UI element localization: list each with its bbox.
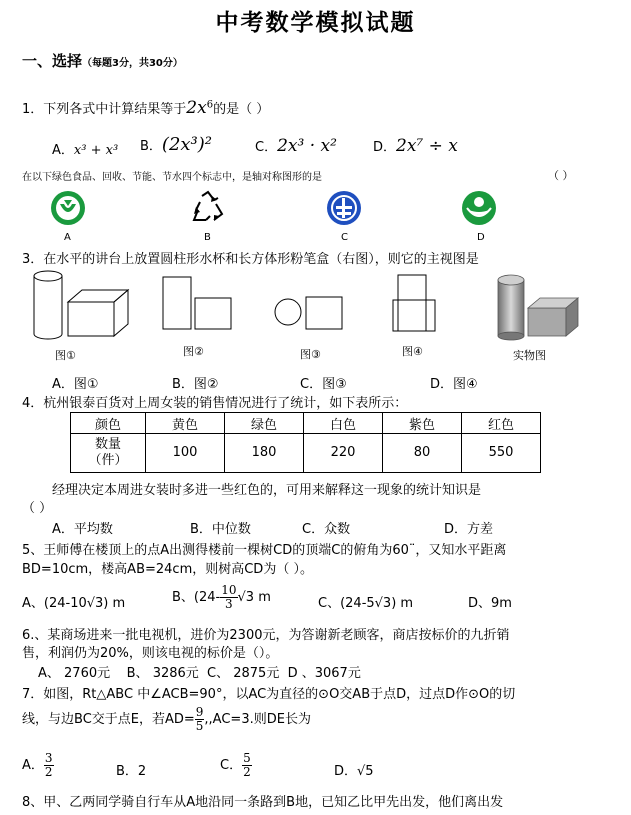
table-cell: 100 (146, 434, 225, 473)
row-label-line-2: （件） (88, 453, 128, 468)
q7-line-2-pre: 线，与边BC交于点E，若AD= (22, 712, 195, 727)
q5-option-a: A、(24-10√3) m (22, 596, 126, 611)
figure-2-label: 图② (183, 345, 204, 358)
table-cell: 180 (225, 434, 304, 473)
q2-label-c: C (341, 232, 348, 243)
q4-option-a: A．平均数 (52, 522, 113, 537)
table-header-row (71, 413, 541, 434)
recycle-logo-icon (190, 190, 226, 224)
page-title: 中考数学模拟试题 (215, 9, 416, 36)
q1-option-c (255, 136, 337, 156)
table-header-cell: 绿色 (225, 413, 304, 434)
q7-line-1: 7．如图，Rt△ABC 中∠ACB=90°，以AC为直径的⊙O交AB于点D，过点D作⊙O的切 (22, 687, 516, 702)
q1-option-d-expr: 2x⁷ ÷ x (396, 136, 458, 156)
q5-line-2: BD=10cm，楼高AB=24cm，则树高CD为（ ）。 (22, 562, 313, 577)
q7-fraction-ad (195, 706, 205, 733)
q7-fraction-denominator: 5 (195, 719, 204, 733)
q3-option-b: B．图② (172, 377, 219, 392)
q3-stem: 3．在水平的讲台上放置圆柱形水杯和长方体形粉笔盒（右图），则它的主视图是 (22, 252, 479, 267)
q5-option-b-post: √3 m (237, 590, 271, 605)
q7-option-c-label: C． (220, 758, 243, 773)
q2-label-a: A (64, 232, 71, 243)
table-header-cell: 颜色 (71, 413, 146, 434)
q5-line-1: 5、王师傅在楼顶上的点A出测得楼前一棵树CD的顶端C的俯角为60¨，又知水平距离 (22, 543, 507, 558)
q1-option-c-expr: 2x³ · x² (277, 136, 337, 156)
q3-option-a: A．图① (52, 377, 99, 392)
q3-option-d: D．图④ (430, 377, 478, 392)
q5-option-b-denominator: 3 (225, 597, 233, 611)
q1-option-b-label: B． (140, 139, 162, 154)
q7-option-d: D．√5 (334, 764, 374, 779)
q5-option-b-numerator: 10 (221, 583, 237, 597)
figure-1-label: 图① (55, 349, 76, 362)
q4-stem: 4．杭州银泰百货对上周女装的销售情况进行了统计，如下表所示： (22, 396, 408, 411)
energy-saving-logo-icon (326, 190, 362, 226)
table-header-cell: 白色 (304, 413, 383, 434)
q1-stem-pre: 1．下列各式中计算结果等于 (22, 102, 187, 117)
q2-paren: （ ） (548, 169, 574, 182)
table-cell: 80 (383, 434, 462, 473)
table-header-cell: 黄色 (146, 413, 225, 434)
q7-option-c (220, 752, 252, 779)
q1-option-b (140, 134, 212, 155)
row-label-line-1: 数量 (94, 437, 121, 452)
water-saving-logo-icon (461, 190, 497, 226)
q1-option-b-expr: (2x³)² (161, 134, 213, 155)
q7-line-2-post: ,,AC=3.则DE长为 (204, 712, 311, 727)
figure-1-drawing (30, 270, 145, 342)
table-cell: 550 (462, 434, 541, 473)
q6-line-2: 售，利润仍为20%，则该电视的标价是（）。 (22, 646, 279, 661)
section-heading (22, 50, 183, 71)
table-cell: 220 (304, 434, 383, 473)
q2-stem: 在以下绿色食品、回收、节能、节水四个标志中，是轴对称图形的是 (22, 172, 322, 183)
q4-paren: （ ） (22, 501, 53, 516)
q7-option-a-fraction (44, 752, 54, 779)
q5-option-b-fraction (220, 584, 237, 611)
q1-option-a-expr: x³ + x³ (73, 143, 119, 158)
q5-option-b (172, 584, 271, 611)
q7-option-a-numerator: 3 (44, 751, 53, 765)
table-row-label (71, 434, 146, 473)
q2-label-d: D (477, 232, 485, 243)
q1-option-c-label: C． (255, 140, 278, 155)
q2-label-b: B (204, 232, 211, 243)
q8-line-1: 8、甲、乙两同学骑自行车从A地沿同一条路到B地，已知乙比甲先出发，他们离出发 (22, 795, 504, 810)
table-row (71, 434, 541, 473)
q7-line-2 (22, 706, 311, 733)
q7-fraction-numerator: 9 (195, 705, 204, 719)
q4-option-c: C．众数 (302, 522, 351, 537)
figure-4-label: 图④ (402, 345, 423, 358)
q4-option-d: D．方差 (444, 522, 494, 537)
q7-option-a (22, 752, 54, 779)
q7-option-c-fraction (242, 752, 252, 779)
q1-stem-exp: 6 (206, 99, 214, 111)
q1-stem-post: 的是（ ） (213, 102, 270, 117)
figure-4-drawing (392, 274, 440, 334)
q7-option-c-denominator: 2 (243, 765, 251, 779)
q4-option-b: B．中位数 (190, 522, 251, 537)
q3-option-c: C．图③ (300, 377, 347, 392)
section-heading-text: 一、选择 (22, 52, 83, 70)
green-food-logo-icon (50, 190, 86, 226)
q5-option-c: C、(24-5√3) m (318, 596, 414, 611)
q7-option-b: B．2 (116, 764, 147, 779)
q6-options: A、 2760元 B、 3286元 C、 2875元 D 、3067元 (38, 666, 361, 681)
real-object-figure (494, 272, 582, 342)
q7-option-a-label: A． (22, 758, 44, 773)
q1-option-a-label: A． (52, 143, 74, 158)
q7-option-c-numerator: 5 (243, 751, 251, 765)
q1-option-d-label: D． (373, 140, 397, 155)
figure-3-drawing (272, 292, 348, 332)
table-header-cell: 紫色 (383, 413, 462, 434)
table-header-cell: 红色 (462, 413, 541, 434)
figure-2-drawing (162, 276, 252, 332)
q5-option-d: D、9m (468, 596, 512, 611)
real-object-label: 实物图 (513, 349, 546, 362)
q5-option-b-pre: B、(24- (172, 590, 221, 605)
figure-3-label: 图③ (300, 348, 321, 361)
q1-stem (22, 98, 269, 118)
q7-option-a-denominator: 2 (44, 765, 53, 779)
q1-stem-expr: 2x (186, 98, 207, 118)
section-note: （每题3分，共30分） (82, 58, 183, 69)
q6-line-1: 6.、某商场进来一批电视机，进价为2300元，为答谢新老顾客，商店按标价的九折销 (22, 628, 510, 643)
sales-table (70, 412, 541, 473)
q4-follow: 经理决定本周进女装时多进一些红色的，可用来解释这一现象的统计知识是 (52, 483, 482, 498)
q1-option-a (52, 139, 118, 158)
q1-option-d (373, 136, 458, 156)
